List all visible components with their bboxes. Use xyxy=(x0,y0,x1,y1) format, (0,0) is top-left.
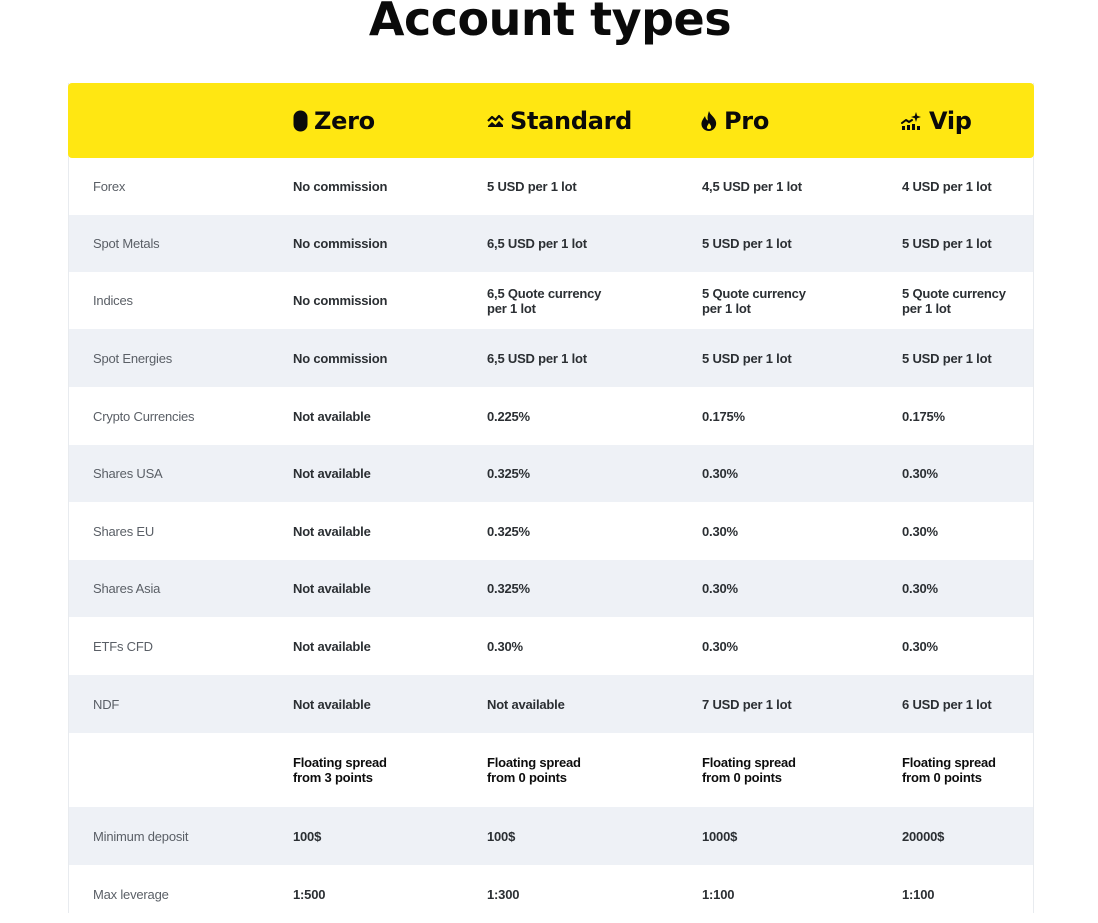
plan-name: Pro xyxy=(724,106,770,135)
cell-zero: No commission xyxy=(293,236,388,251)
row-label: Spot Metals xyxy=(93,236,160,251)
cell-zero: Not available xyxy=(293,696,371,712)
cell-vip: 1:100 xyxy=(902,886,935,902)
cell-zero: Not available xyxy=(293,408,371,424)
cell-zero: Not available xyxy=(293,466,371,481)
cell-vip: 0.175% xyxy=(902,408,945,424)
cell-pro: 5 USD per 1 lot xyxy=(702,236,792,251)
cell-pro: 7 USD per 1 lot xyxy=(702,696,792,712)
cell-vip: 0.30% xyxy=(902,581,938,596)
row-label xyxy=(93,733,283,807)
cell-pro: 1:100 xyxy=(702,886,735,902)
cell-pro: Floating spread from 0 points xyxy=(702,755,796,785)
cell-vip: 0.30% xyxy=(902,523,938,539)
cell-pro: 0.30% xyxy=(702,638,738,654)
plan-name: Zero xyxy=(314,106,375,135)
cell-standard: 1:300 xyxy=(487,886,520,902)
table-row-indices xyxy=(69,272,1033,329)
cell-zero: 1:500 xyxy=(293,886,326,902)
plan-name: Standard xyxy=(510,106,633,135)
cell-standard: 100$ xyxy=(487,828,516,844)
table-row-shares-usa xyxy=(69,445,1033,502)
table-row-minimum-deposit xyxy=(69,807,1033,865)
table-row-spot-metals xyxy=(69,215,1033,272)
cell-vip: 5 Quote currency per 1 lot xyxy=(902,285,1006,316)
cell-zero: 100$ xyxy=(293,828,322,844)
cell-vip: 0.30% xyxy=(902,466,938,481)
cell-standard: 0.325% xyxy=(487,523,530,539)
cell-standard: 5 USD per 1 lot xyxy=(487,179,577,194)
table-row-ndf xyxy=(69,675,1033,733)
cell-standard: Not available xyxy=(487,696,565,712)
table-row-spread xyxy=(69,733,1033,807)
table-row-crypto-currencies xyxy=(69,387,1033,445)
row-label: Shares USA xyxy=(93,466,163,481)
cell-vip: 0.30% xyxy=(902,638,938,654)
cell-standard: 0.325% xyxy=(487,581,530,596)
cell-pro: 0.30% xyxy=(702,523,738,539)
row-label: Crypto Currencies xyxy=(93,408,195,424)
row-label: Shares Asia xyxy=(93,581,161,596)
cell-vip: 5 USD per 1 lot xyxy=(902,350,992,366)
row-label: Minimum deposit xyxy=(93,828,189,844)
row-label: Indices xyxy=(93,293,133,308)
table-header xyxy=(68,83,1034,158)
cell-zero: Not available xyxy=(293,638,371,654)
cell-zero: Not available xyxy=(293,523,371,539)
plan-header-standard[interactable] xyxy=(487,83,632,158)
table-body xyxy=(69,158,1033,923)
page-title: Account types xyxy=(368,0,732,46)
row-label: ETFs CFD xyxy=(93,638,153,654)
table-row-forex xyxy=(69,158,1033,215)
cell-standard: Floating spread from 0 points xyxy=(487,755,581,785)
table-row-shares-asia xyxy=(69,560,1033,617)
cell-vip: 6 USD per 1 lot xyxy=(902,696,992,712)
cell-vip: 5 USD per 1 lot xyxy=(902,236,992,251)
table-row-shares-eu xyxy=(69,502,1033,560)
cell-pro: 4,5 USD per 1 lot xyxy=(702,179,802,194)
layers-icon xyxy=(487,113,504,128)
cell-vip: Floating spread from 0 points xyxy=(902,755,996,785)
cell-zero: No commission xyxy=(293,179,388,194)
plan-header-zero[interactable] xyxy=(293,83,375,158)
cell-zero: Not available xyxy=(293,581,371,596)
cell-pro: 0.30% xyxy=(702,466,738,481)
row-label: Max leverage xyxy=(93,886,169,902)
flame-icon xyxy=(700,110,718,132)
cell-vip: 4 USD per 1 lot xyxy=(902,179,992,194)
cell-pro: 1000$ xyxy=(702,828,738,844)
cell-pro: 0.30% xyxy=(702,581,738,596)
cell-standard: 6,5 Quote currency per 1 lot xyxy=(487,285,602,316)
table-row-spot-energies xyxy=(69,329,1033,387)
cell-pro: 0.175% xyxy=(702,408,745,424)
sparkle-chart-icon xyxy=(901,111,923,131)
row-label: Shares EU xyxy=(93,523,155,539)
row-label: NDF xyxy=(93,696,120,712)
table-row-max-leverage xyxy=(69,865,1033,923)
cell-standard: 0.30% xyxy=(487,638,523,654)
table-row-etfs-cfd xyxy=(69,617,1033,675)
row-label: Spot Energies xyxy=(93,350,173,366)
cell-zero: Floating spread from 3 points xyxy=(293,755,387,785)
cell-standard: 0.225% xyxy=(487,408,530,424)
row-label: Forex xyxy=(93,179,126,194)
cell-zero: No commission xyxy=(293,350,388,366)
plan-header-pro[interactable] xyxy=(700,83,769,158)
pill-icon xyxy=(293,110,308,132)
account-types-table xyxy=(68,83,1034,913)
cell-zero: No commission xyxy=(293,293,388,308)
cell-standard: 6,5 USD per 1 lot xyxy=(487,350,587,366)
plan-header-vip[interactable] xyxy=(901,83,972,158)
cell-pro: 5 Quote currency per 1 lot xyxy=(702,285,806,316)
cell-pro: 5 USD per 1 lot xyxy=(702,350,792,366)
cell-standard: 0.325% xyxy=(487,466,530,481)
cell-standard: 6,5 USD per 1 lot xyxy=(487,236,587,251)
cell-vip: 20000$ xyxy=(902,828,945,844)
plan-name: Vip xyxy=(929,106,972,135)
